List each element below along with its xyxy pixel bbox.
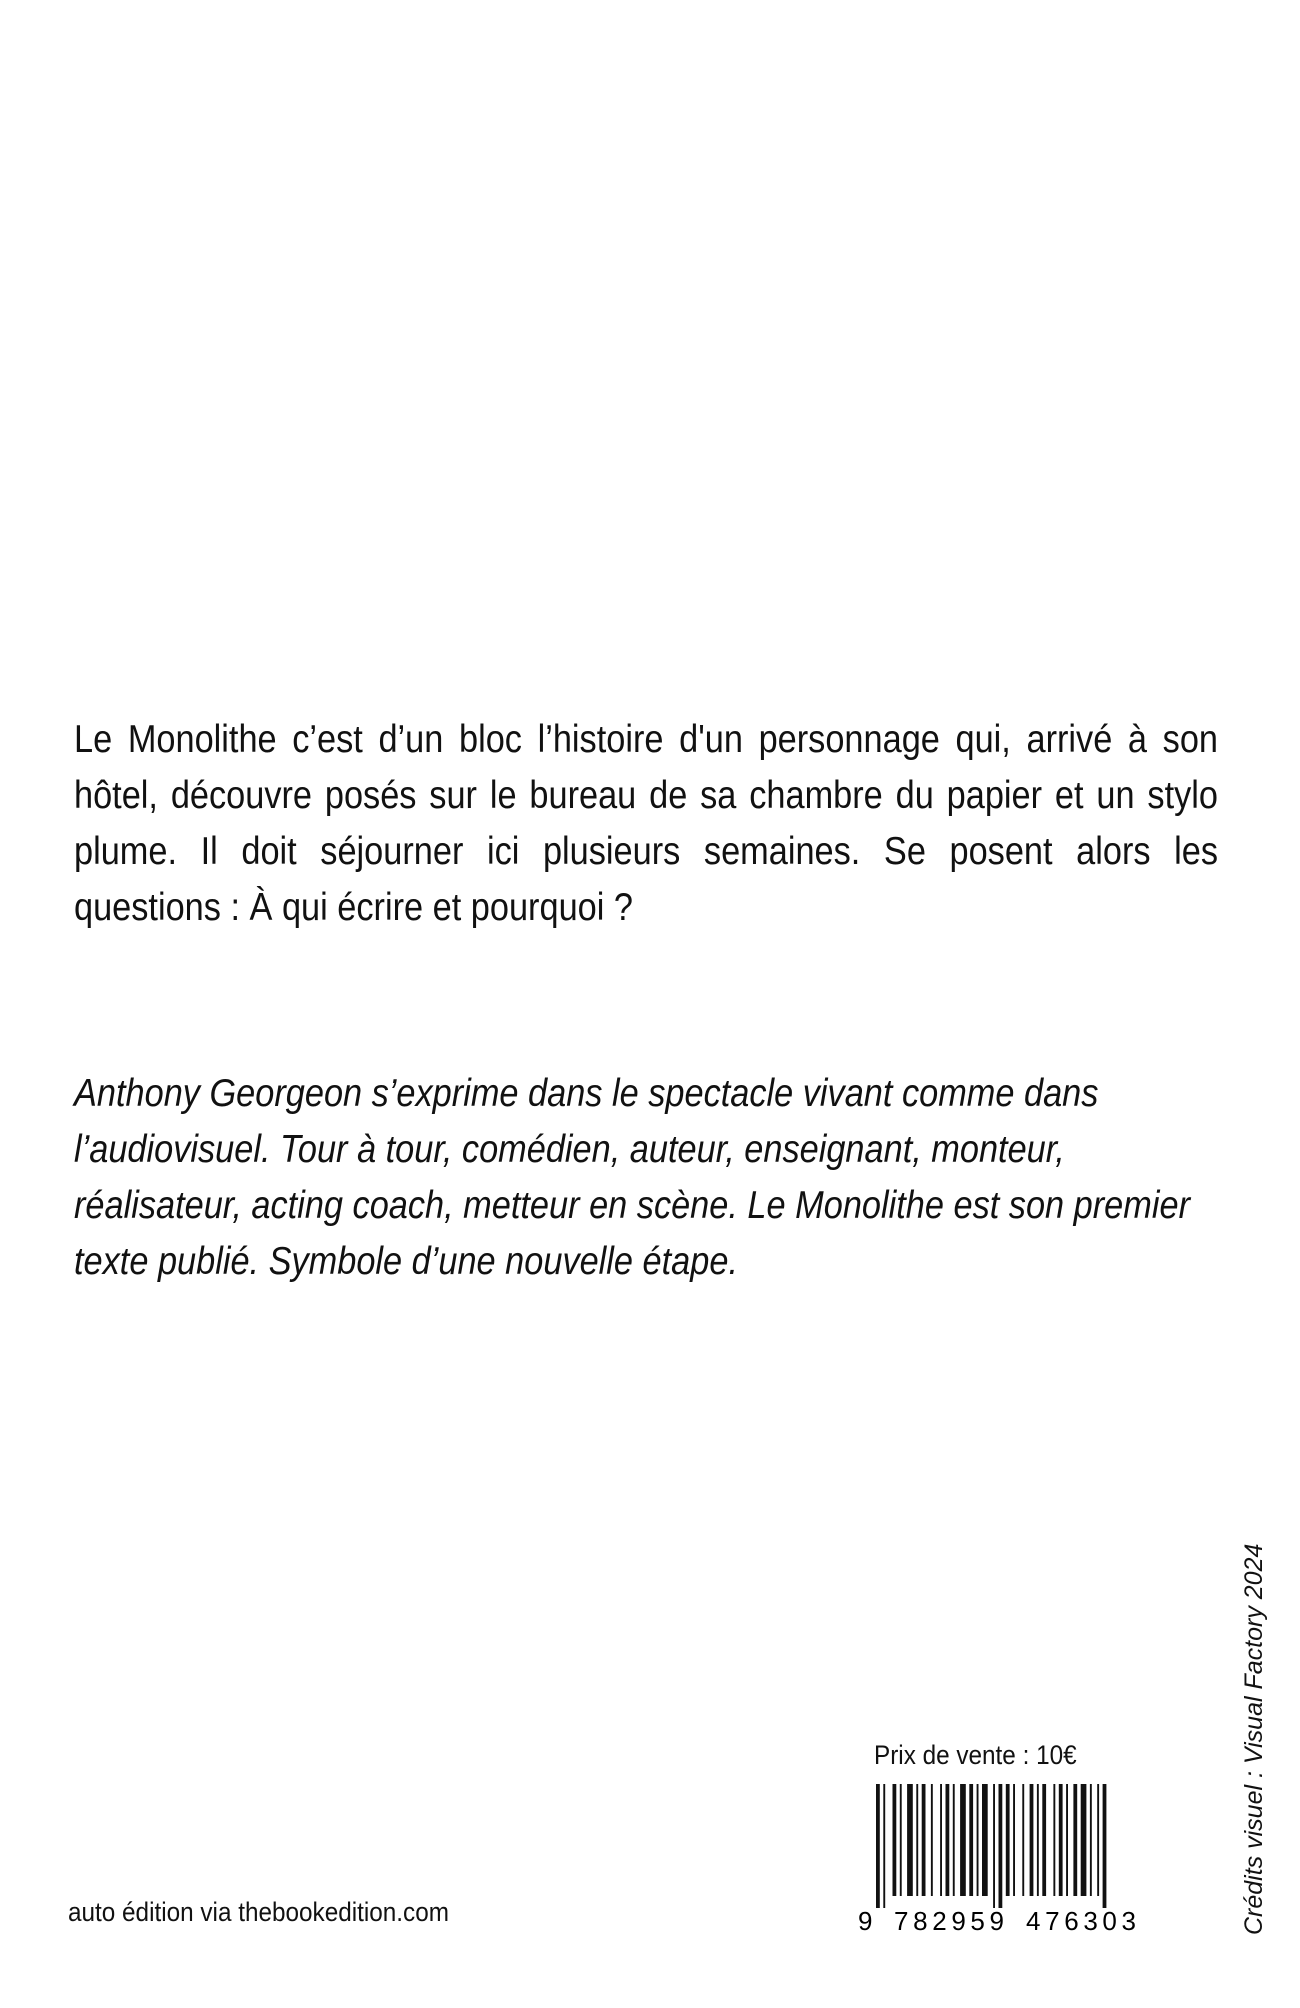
barcode-bar (1006, 1784, 1010, 1896)
barcode-bar (999, 1784, 1003, 1908)
barcode-bar (1081, 1784, 1087, 1896)
barcode-bar (1013, 1784, 1015, 1896)
barcode-bar (982, 1784, 988, 1896)
blurb-text: Le Monolithe c’est d’un bloc l’histoire d'un personnage qui, arrivé à son hôtel, découvre posés sur le bureau de sa chambre du papier et un stylo plume. Il doit séjourner ici plusieurs semaines. Se posent alors les questions : À qui écrire et pourquoi ? (74, 718, 1218, 929)
barcode-bar (1037, 1784, 1039, 1896)
publisher-note: auto édition via thebookedition.com (68, 1897, 449, 1927)
barcode-bar (900, 1784, 902, 1896)
barcode-bar (1073, 1784, 1077, 1896)
barcode-right-digits: 476303 (1026, 1906, 1136, 1934)
barcode-bar (893, 1784, 897, 1896)
author-bio (74, 1066, 1218, 1290)
barcode-bar (883, 1784, 885, 1908)
barcode-bar (1059, 1784, 1063, 1896)
barcode-bar (977, 1784, 979, 1896)
barcode-bar (940, 1784, 942, 1896)
back-cover-blurb (74, 712, 1218, 936)
barcode-bar (960, 1784, 966, 1896)
barcode-first-digit: 9 (858, 1906, 873, 1934)
barcode-bar (969, 1784, 973, 1896)
barcode-graphic (854, 1784, 1164, 1934)
barcode-bar (1066, 1784, 1068, 1896)
barcode-bar (1090, 1784, 1092, 1896)
barcode-bar (876, 1784, 880, 1908)
barcode-bar (993, 1784, 995, 1908)
barcode-bar (907, 1784, 913, 1896)
barcode-bar (1103, 1784, 1107, 1908)
barcode-bar (1053, 1784, 1055, 1896)
barcode-left-digits: 782959 (894, 1906, 1004, 1934)
isbn-barcode (854, 1784, 1164, 1934)
bio-text: Anthony Georgeon s’exprime dans le spectacle vivant comme dans l’audiovisuel. Tour à tour, comédien, auteur, enseignant, monteur, réalisateur, acting coach, metteur en scène. Le Monolithe est son premier texte publié. Symbole d’une nouvelle étape. (74, 1072, 1191, 1283)
visual-credits: Crédits visuel : Visual Factory 2024 (1240, 1543, 1268, 1935)
barcode-bar (1097, 1784, 1099, 1896)
barcode-bar (931, 1784, 933, 1896)
barcode-bar (916, 1784, 918, 1896)
price-label: Prix de vente : 10€ (874, 1740, 1077, 1770)
barcode-bar (953, 1784, 955, 1896)
barcode-bar (1030, 1784, 1034, 1896)
barcode-bar (946, 1784, 950, 1896)
barcode-bar (922, 1784, 926, 1896)
barcode-bar (1022, 1784, 1024, 1896)
barcode-bar (1042, 1784, 1046, 1896)
